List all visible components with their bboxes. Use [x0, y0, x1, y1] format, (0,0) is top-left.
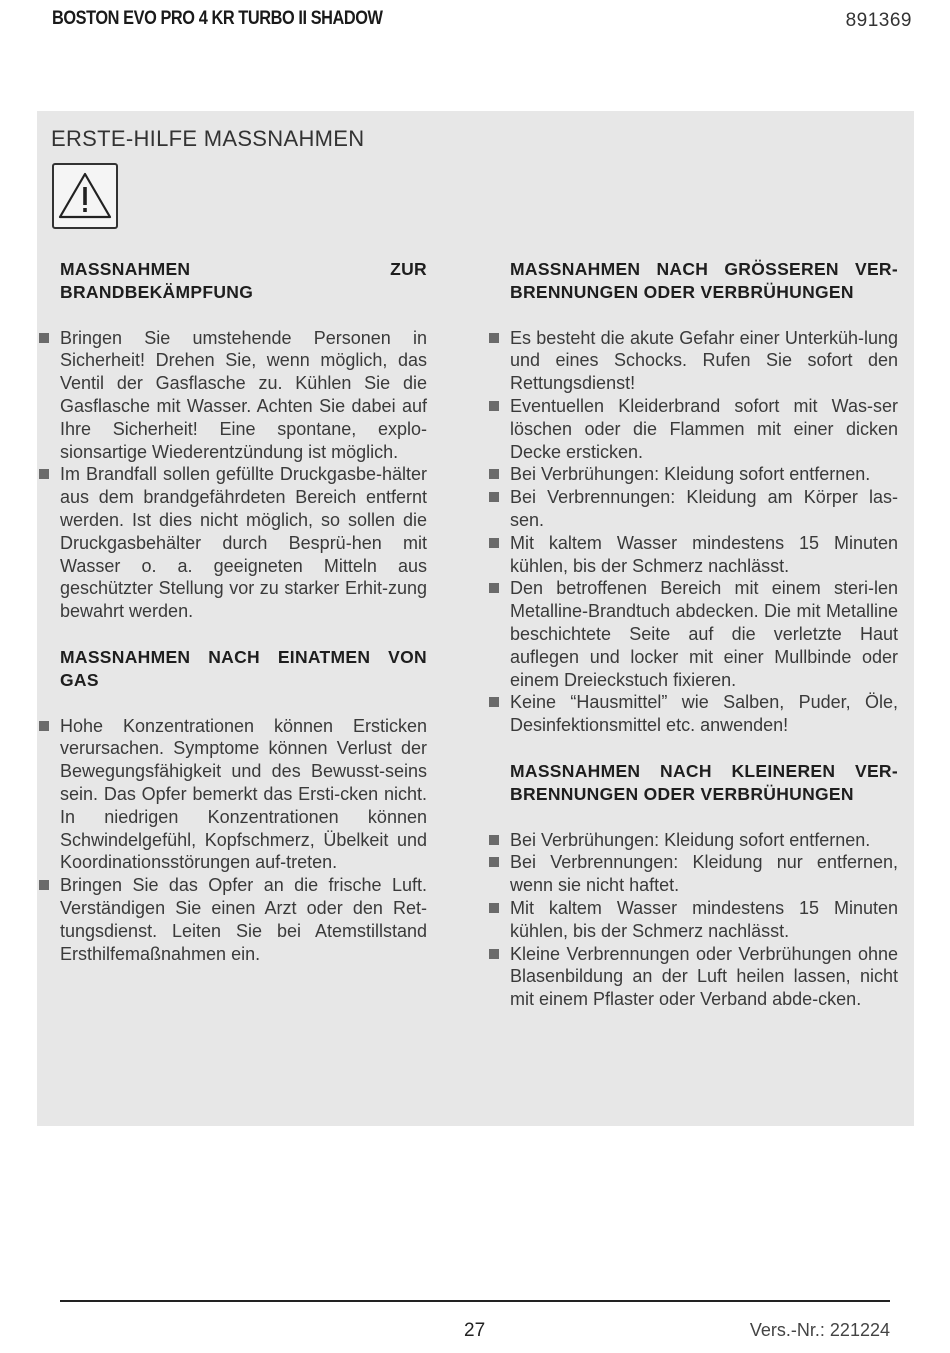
heading-brandbekaempfung: MASSNAHMEN ZUR BRANDBEKÄMPFUNG [60, 259, 427, 302]
list-item: Bei Verbrühungen: Kleidung sofort entfernen. [510, 463, 898, 486]
list-item: Bei Verbrennungen: Kleidung nur entfernen, wenn sie nicht haftet. [510, 852, 898, 896]
list-item: Bei Verbrennungen: Kleidung am Körper las-sen. [510, 487, 898, 530]
article-number: 891369 [845, 10, 912, 31]
list-groessere-verbrennungen [510, 327, 898, 737]
product-title: BOSTON EVO PRO 4 KR TURBO II SHADOW [52, 8, 383, 29]
list-item: Mit kaltem Wasser mindestens 15 Minuten kühlen, bis der Schmerz nachlässt. [510, 532, 898, 576]
list-kleinere-verbrennungen [510, 829, 898, 1011]
right-column [510, 258, 898, 1011]
list-item: Mit kaltem Wasser mindestens 15 Minuten kühlen, bis der Schmerz nachlässt. [510, 897, 898, 941]
list-item: Den betroffenen Bereich mit einem steri-len Metalline-Brandtuch abdecken. Die mit Metalline beschichtete Seite auf die verletzte Haut auflegen und locker mit einer Mullbinde oder einem Dreieckstuch fixieren. [510, 578, 898, 690]
list-item: Es besteht die akute Gefahr einer Unterküh-lung und eines Schocks. Rufen Sie sofort den Rettungsdienst! [510, 327, 898, 394]
version-number: Vers.-Nr.: 221224 [749, 1320, 890, 1340]
list-item: Kleine Verbrennungen oder Verbrühungen ohne Blasenbildung an der Luft heilen lassen, nicht mit einem Pflaster oder Verband abde-cken. [510, 943, 898, 1010]
list-item: Bringen Sie umstehende Personen in Sicherheit! Drehen Sie, wenn möglich, das Ventil der Gasflasche zu. Kühlen Sie die Gasflasche mit Wasser. Achten Sie dabei auf Ihre Sicherheit! Eine spontane, explo-sionsartige Wiederentzündung ist möglich. [60, 327, 427, 462]
list-item: Im Brandfall sollen gefüllte Druckgasbe-hälter aus dem brandgefährdeten Bereich entfernt werden. Ist dies nicht möglich, so sollen die Druckgasbehälter durch Besprü-hen mit Wasser o. a. geeigneten Mitteln aus geschützter Stellung vor zu starker Erhit-zung bewahrt werden. [60, 464, 427, 622]
section-title: ERSTE-HILFE MASSNAHMEN [51, 126, 365, 151]
list-item: Eventuellen Kleiderbrand sofort mit Was-ser löschen oder die Flammen mit einer dicken Decke ersticken. [510, 395, 898, 462]
page-number: 27 [464, 1320, 486, 1341]
heading-groessere-verbrennungen: MASSNAHMEN NACH GRÖSSEREN VER-BRENNUNGEN ODER VERBRÜHUNGEN [510, 259, 898, 302]
list-item: Bei Verbrühungen: Kleidung sofort entfernen. [510, 829, 898, 852]
heading-einatmen-gas: MASSNAHMEN NACH EINATMEN VON GAS [60, 646, 427, 690]
warning-triangle-icon [52, 163, 118, 229]
list-item: Hohe Konzentrationen können Ersticken verursachen. Symptome können Verlust der Bewegungsfähigkeit und des Bewusst-seins sein. Das Opfer bemerkt das Ersti-cken nicht. In niedrigen Konzentrationen können Schwindelgefühl, Kopfschmerz, Übelkeit und Koordinationsstörungen auf-treten. [60, 715, 427, 873]
left-column [60, 258, 427, 965]
heading-kleinere-verbrennungen: MASSNAHMEN NACH KLEINEREN VER-BRENNUNGEN ODER VERBRÜHUNGEN [510, 760, 898, 804]
list-brandbekaempfung [60, 327, 427, 623]
list-einatmen-gas [60, 715, 427, 966]
footer-divider [60, 1300, 890, 1302]
list-item: Keine “Hausmittel” wie Salben, Puder, Öle, Desinfektionsmittel etc. anwenden! [510, 692, 898, 736]
list-item: Bringen Sie das Opfer an die frische Luft. Verständigen Sie einen Arzt oder den Ret-tungsdienst. Leiten Sie bei Atemstillstand Ersthilfemaßnahmen ein. [60, 875, 427, 964]
